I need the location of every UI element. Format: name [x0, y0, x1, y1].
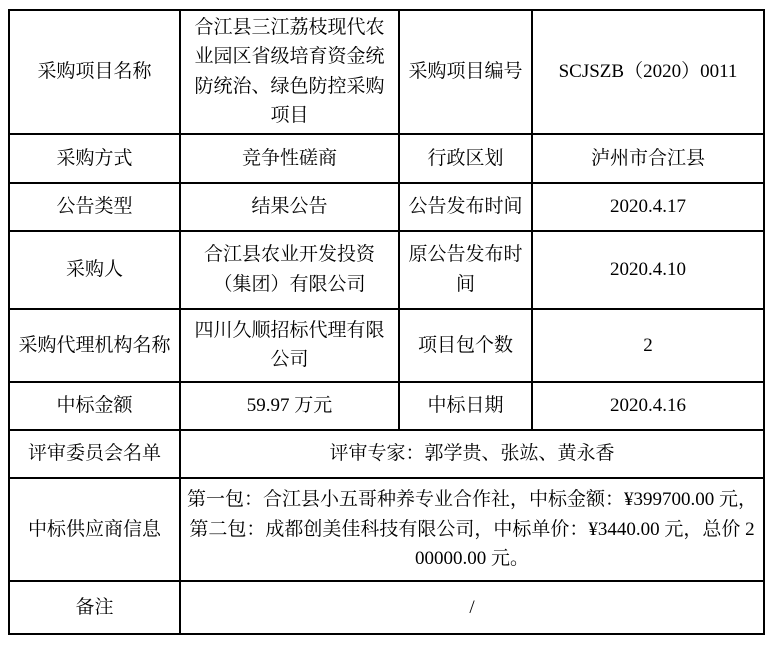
table-row-remarks — [9, 581, 764, 634]
award-amount-value: 59.97 万元 — [180, 382, 399, 430]
procurement-method-label: 采购方式 — [9, 134, 180, 183]
original-publish-time-value: 2020.4.10 — [532, 231, 764, 309]
purchaser-label: 采购人 — [9, 231, 180, 309]
package-count-label: 项目包个数 — [399, 309, 532, 382]
review-committee-label: 评审委员会名单 — [9, 430, 180, 478]
table-row-winning-suppliers — [9, 478, 764, 581]
procurement-info-table — [8, 9, 765, 635]
table-row-agency — [9, 309, 764, 382]
project-number-value: SCJSZB（2020）0011 — [532, 10, 764, 134]
purchaser-value: 合江县农业开发投资（集团）有限公司 — [180, 231, 399, 309]
publish-time-value: 2020.4.17 — [532, 183, 764, 231]
table-row-announcement — [9, 183, 764, 231]
table-row-project — [9, 10, 764, 134]
table-row-purchaser — [9, 231, 764, 309]
package-count-value: 2 — [532, 309, 764, 382]
award-amount-label: 中标金额 — [9, 382, 180, 430]
winning-suppliers-value: 第一包：合江县小五哥种养专业合作社，中标金额：¥399700.00 元，第二包：成都创美佳科技有限公司，中标单价：¥3440.00 元，总价 200000.00 元。 — [180, 478, 764, 581]
winning-suppliers-label: 中标供应商信息 — [9, 478, 180, 581]
announcement-type-value: 结果公告 — [180, 183, 399, 231]
table-row-method-region — [9, 134, 764, 183]
project-number-label: 采购项目编号 — [399, 10, 532, 134]
table-row-review-committee — [9, 430, 764, 478]
review-committee-value: 评审专家：郭学贵、张竑、黄永香 — [180, 430, 764, 478]
project-name-value: 合江县三江荔枝现代农业园区省级培育资金统防统治、绿色防控采购项目 — [180, 10, 399, 134]
project-name-label: 采购项目名称 — [9, 10, 180, 134]
remarks-label: 备注 — [9, 581, 180, 634]
award-date-value: 2020.4.16 — [532, 382, 764, 430]
agency-name-label: 采购代理机构名称 — [9, 309, 180, 382]
publish-time-label: 公告发布时间 — [399, 183, 532, 231]
procurement-method-value: 竞争性磋商 — [180, 134, 399, 183]
award-date-label: 中标日期 — [399, 382, 532, 430]
announcement-type-label: 公告类型 — [9, 183, 180, 231]
admin-region-label: 行政区划 — [399, 134, 532, 183]
table-row-award — [9, 382, 764, 430]
remarks-value: / — [180, 581, 764, 634]
admin-region-value: 泸州市合江县 — [532, 134, 764, 183]
original-publish-time-label: 原公告发布时间 — [399, 231, 532, 309]
agency-name-value: 四川久顺招标代理有限公司 — [180, 309, 399, 382]
